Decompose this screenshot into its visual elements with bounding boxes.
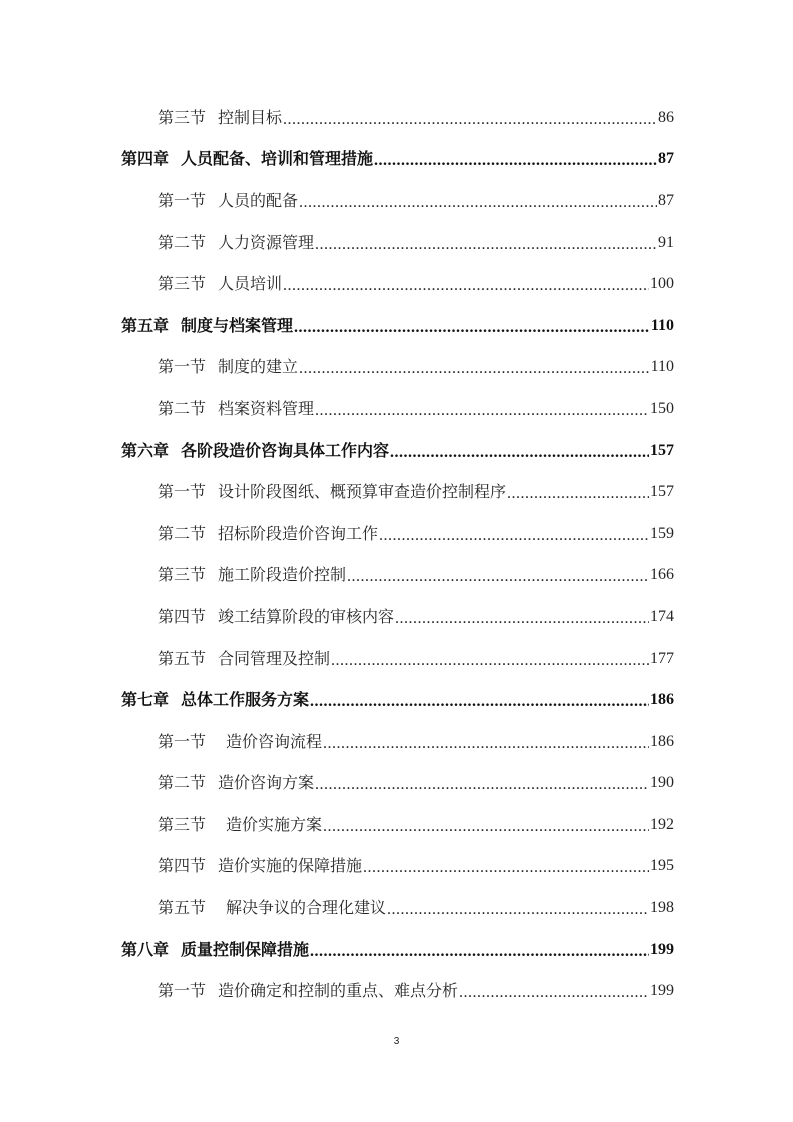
dot-leader bbox=[363, 858, 649, 878]
section-number: 第三节 bbox=[158, 107, 207, 127]
section-title: 竣工结算阶段的审核内容 bbox=[218, 606, 395, 626]
toc-entry-section[interactable] bbox=[121, 970, 674, 1012]
toc-entry-section[interactable] bbox=[121, 180, 674, 222]
toc-entry-section[interactable] bbox=[121, 846, 674, 888]
dot-leader bbox=[283, 276, 649, 296]
section-number: 第五节 bbox=[158, 648, 207, 668]
toc-entry-section[interactable] bbox=[121, 596, 674, 638]
dot-leader bbox=[310, 942, 649, 962]
section-number: 第五节 bbox=[158, 898, 207, 918]
section-number: 第三节 bbox=[158, 565, 207, 585]
dot-leader bbox=[507, 484, 649, 504]
page-ref: 186 bbox=[650, 691, 674, 709]
section-number: 第一节 bbox=[158, 190, 207, 210]
toc-entry-section[interactable] bbox=[121, 471, 674, 513]
page-ref: 190 bbox=[650, 774, 674, 792]
dot-leader bbox=[315, 401, 649, 421]
toc-entry-chapter[interactable] bbox=[121, 305, 674, 347]
page-ref: 199 bbox=[650, 940, 674, 958]
section-title: 人员培训 bbox=[218, 274, 283, 294]
chapter-number: 第八章 bbox=[121, 939, 170, 959]
page-ref: 150 bbox=[650, 399, 674, 417]
section-number: 第一节 bbox=[158, 482, 207, 502]
page-ref: 186 bbox=[650, 732, 674, 750]
section-title: 造价实施方案 bbox=[226, 814, 323, 834]
dot-leader bbox=[315, 775, 649, 795]
dot-leader bbox=[299, 359, 650, 379]
section-number: 第三节 bbox=[158, 274, 207, 294]
section-number: 第二节 bbox=[158, 773, 207, 793]
page-ref: 157 bbox=[650, 483, 674, 501]
section-title: 造价咨询方案 bbox=[218, 773, 315, 793]
dot-leader bbox=[390, 443, 649, 463]
dot-leader bbox=[283, 110, 657, 130]
section-number: 第四节 bbox=[158, 856, 207, 876]
page-ref: 87 bbox=[658, 191, 674, 209]
toc-entry-section[interactable] bbox=[121, 263, 674, 305]
section-title: 招标阶段造价咨询工作 bbox=[218, 523, 379, 543]
toc-entry-chapter[interactable] bbox=[121, 929, 674, 971]
toc-entry-section[interactable] bbox=[121, 804, 674, 846]
dot-leader bbox=[315, 235, 657, 255]
section-number: 第一节 bbox=[158, 981, 207, 1001]
section-number: 第二节 bbox=[158, 523, 207, 543]
dot-leader bbox=[379, 526, 649, 546]
toc-entry-section[interactable] bbox=[121, 97, 674, 139]
section-title: 档案资料管理 bbox=[218, 398, 315, 418]
chapter-number: 第七章 bbox=[121, 690, 170, 710]
toc-entry-section[interactable] bbox=[121, 638, 674, 680]
section-title: 制度的建立 bbox=[218, 357, 299, 377]
chapter-number: 第六章 bbox=[121, 440, 170, 460]
chapter-title: 总体工作服务方案 bbox=[181, 690, 310, 710]
toc-entry-chapter[interactable] bbox=[121, 139, 674, 181]
toc-entry-section[interactable] bbox=[121, 388, 674, 430]
page-ref: 199 bbox=[650, 982, 674, 1000]
section-title: 人力资源管理 bbox=[218, 232, 315, 252]
dot-leader bbox=[299, 193, 657, 213]
dot-leader bbox=[323, 734, 649, 754]
section-title: 造价实施的保障措施 bbox=[218, 856, 363, 876]
section-number: 第四节 bbox=[158, 606, 207, 626]
section-title: 人员的配备 bbox=[218, 190, 299, 210]
page-ref: 198 bbox=[650, 899, 674, 917]
dot-leader bbox=[323, 817, 649, 837]
page-ref: 192 bbox=[650, 815, 674, 833]
dot-leader bbox=[387, 900, 649, 920]
section-title: 解决争议的合理化建议 bbox=[226, 898, 387, 918]
page-ref: 110 bbox=[650, 358, 674, 376]
chapter-title: 制度与档案管理 bbox=[181, 315, 294, 335]
page-ref: 174 bbox=[650, 607, 674, 625]
dot-leader bbox=[347, 567, 649, 587]
dot-leader bbox=[294, 318, 650, 338]
page-ref: 91 bbox=[658, 233, 674, 251]
page-ref: 195 bbox=[650, 857, 674, 875]
dot-leader bbox=[459, 983, 649, 1003]
toc-entry-section[interactable] bbox=[121, 347, 674, 389]
section-number: 第一节 bbox=[158, 357, 207, 377]
section-number: 第三节 bbox=[158, 814, 207, 834]
section-title: 施工阶段造价控制 bbox=[218, 565, 347, 585]
toc-entry-section[interactable] bbox=[121, 513, 674, 555]
toc-entry-section[interactable] bbox=[121, 555, 674, 597]
section-number: 第二节 bbox=[158, 398, 207, 418]
section-number: 第一节 bbox=[158, 731, 207, 751]
page-ref: 157 bbox=[650, 441, 674, 459]
toc-entry-section[interactable] bbox=[121, 721, 674, 763]
page-number: 3 bbox=[393, 1036, 400, 1047]
page-ref: 100 bbox=[650, 275, 674, 293]
table-of-contents bbox=[121, 97, 674, 1012]
page-ref: 87 bbox=[658, 150, 674, 168]
toc-entry-section[interactable] bbox=[121, 887, 674, 929]
section-title: 控制目标 bbox=[218, 107, 283, 127]
dot-leader bbox=[310, 692, 649, 712]
page-ref: 159 bbox=[650, 524, 674, 542]
page-ref: 86 bbox=[658, 108, 674, 126]
dot-leader bbox=[374, 151, 657, 171]
chapter-title: 各阶段造价咨询具体工作内容 bbox=[181, 440, 390, 460]
page-ref: 177 bbox=[650, 649, 674, 667]
toc-entry-section[interactable] bbox=[121, 763, 674, 805]
toc-entry-section[interactable] bbox=[121, 222, 674, 264]
chapter-number: 第五章 bbox=[121, 315, 170, 335]
page-ref: 110 bbox=[650, 316, 674, 334]
chapter-title: 质量控制保障措施 bbox=[181, 939, 310, 959]
toc-entry-chapter[interactable] bbox=[121, 430, 674, 472]
chapter-title: 人员配备、培训和管理措施 bbox=[181, 149, 374, 169]
section-title: 造价咨询流程 bbox=[226, 731, 323, 751]
section-number: 第二节 bbox=[158, 232, 207, 252]
dot-leader bbox=[395, 609, 649, 629]
section-title: 设计阶段图纸、概预算审查造价控制程序 bbox=[218, 482, 507, 502]
chapter-number: 第四章 bbox=[121, 149, 170, 169]
section-title: 造价确定和控制的重点、难点分析 bbox=[218, 981, 459, 1001]
section-title: 合同管理及控制 bbox=[218, 648, 331, 668]
toc-entry-chapter[interactable] bbox=[121, 679, 674, 721]
page-ref: 166 bbox=[650, 566, 674, 584]
dot-leader bbox=[331, 651, 649, 671]
